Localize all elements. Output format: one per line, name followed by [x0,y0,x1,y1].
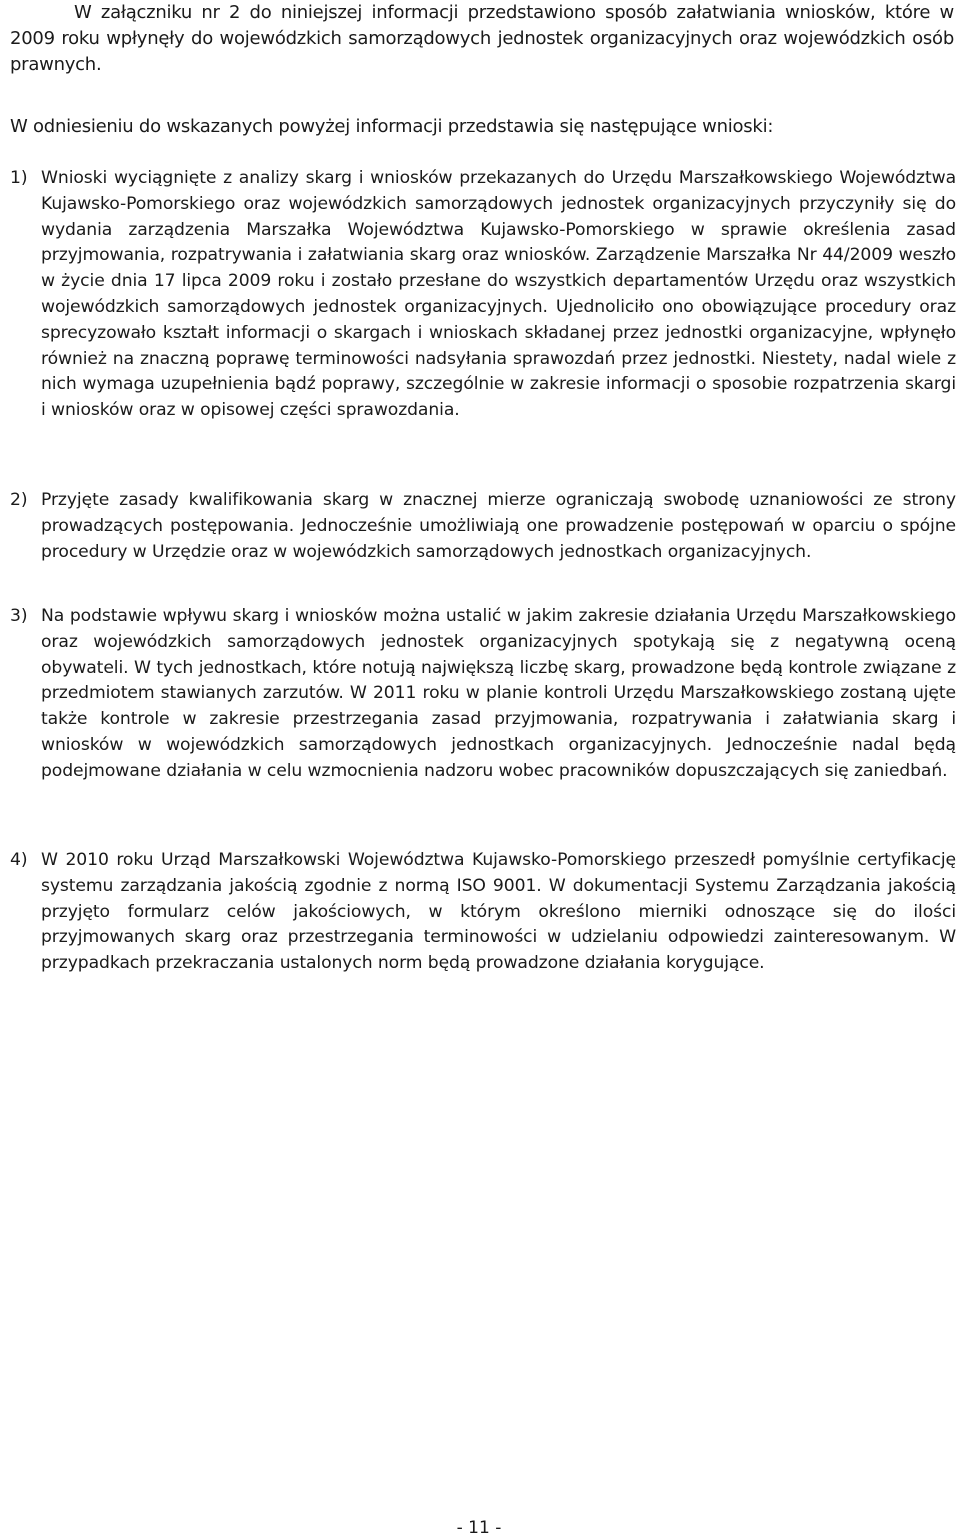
conclusion-item-1 [10,166,956,424]
page-number: - 11 - [456,1518,502,1538]
item-text: Przyjęte zasady kwalifikowania skarg w znacznej mierze ograniczają swobodę uznaniowości ze strony prowadzących postępowania. Jednocześnie umożliwiają one prowadzenie postępowań w oparciu o spójne procedury w Urzędzie oraz w wojewódzkich samorządowych jednostkach organizacyjnych. [41,490,956,562]
conclusions-lead: W odniesieniu do wskazanych powyżej informacji przedstawia się następujące wnioski: [10,116,774,137]
item-number: 2) [10,490,28,510]
page-footer [0,1517,960,1539]
item-text: Na podstawie wpływu skarg i wniosków można ustalić w jakim zakresie działania Urzędu Marszałkowskiego oraz wojewódzkich samorządowych jednostek organizacyjnych spotykają się z negatywną oceną obywateli. W tych jednostkach, które notują największą liczbę skarg, prowadzone będą kontrole związane z przedmiotem stawianych zarzutów. W 2011 roku w planie kontroli Urzędu Marszałkowskiego zostaną ujęte także kontrole w zakresie przestrzegania zasad przyjmowania, rozpatrywania i załatwiania skarg i wniosków w wojewódzkich samorządowych jednostkach organizacyjnych. Jednocześnie nadal będą podejmowane działania w celu wzmocnienia nadzoru wobec pracowników dopuszczających się zaniedbań. [41,606,956,781]
item-number: 4) [10,850,28,870]
item-number: 3) [10,606,28,626]
conclusion-item-3 [10,604,956,785]
intro-paragraph: W załączniku nr 2 do niniejszej informacji przedstawiono sposób załatwiania wniosków, które w 2009 roku wpłynęły do wojewódzkich samorządowych jednostek organizacyjnych oraz wojewódzkich osób prawnych. [10,2,954,75]
item-text: Wnioski wyciągnięte z analizy skarg i wniosków przekazanych do Urzędu Marszałkowskiego Województwa Kujawsko-Pomorskiego oraz wojewódzkich samorządowych jednostek organizacyjnych przyczyniły się do wydania zarządzenia Marszałka Województwa Kujawsko-Pomorskiego w sprawie określenia zasad przyjmowania, rozpatrywania i załatwiania skarg oraz wniosków. Zarządzenie Marszałka Nr 44/2009 weszło w życie dnia 17 lipca 2009 roku i zostało przesłane do wszystkich departamentów Urzędu oraz wszystkich wojewódzkich samorządowych jednostek organizacyjnych. Ujednoliciło ono obowiązujące procedury oraz sprecyzowało kształt informacji o skargach i wnioskach składanej przez jednostki organizacyjne, wpłynęło również na znaczną poprawę terminowości nadsyłania sprawozdań przez jednostki. Niestety, nadal wiele z nich wymaga uzupełnienia bądź poprawy, szczególnie w zakresie informacji o sposobie rozpatrzenia skargi i wniosków oraz w opisowej części sprawozdania. [41,168,956,421]
item-number: 1) [10,168,28,188]
conclusion-item-2 [10,488,956,565]
item-text: W 2010 roku Urząd Marszałkowski Województwa Kujawsko-Pomorskiego przeszedł pomyślnie certyfikację systemu zarządzania jakością zgodnie z normą ISO 9001. W dokumentacji Systemu Zarządzania jakością przyjęto formularz celów jakościowych, w którym określono mierniki odnoszące się do ilości przyjmowanych skarg oraz przestrzegania terminowości w udzielaniu odpowiedzi zainteresowanym. W przypadkach przekraczania ustalonych norm będą prowadzone działania korygujące. [41,850,956,974]
conclusion-item-4 [10,848,956,977]
